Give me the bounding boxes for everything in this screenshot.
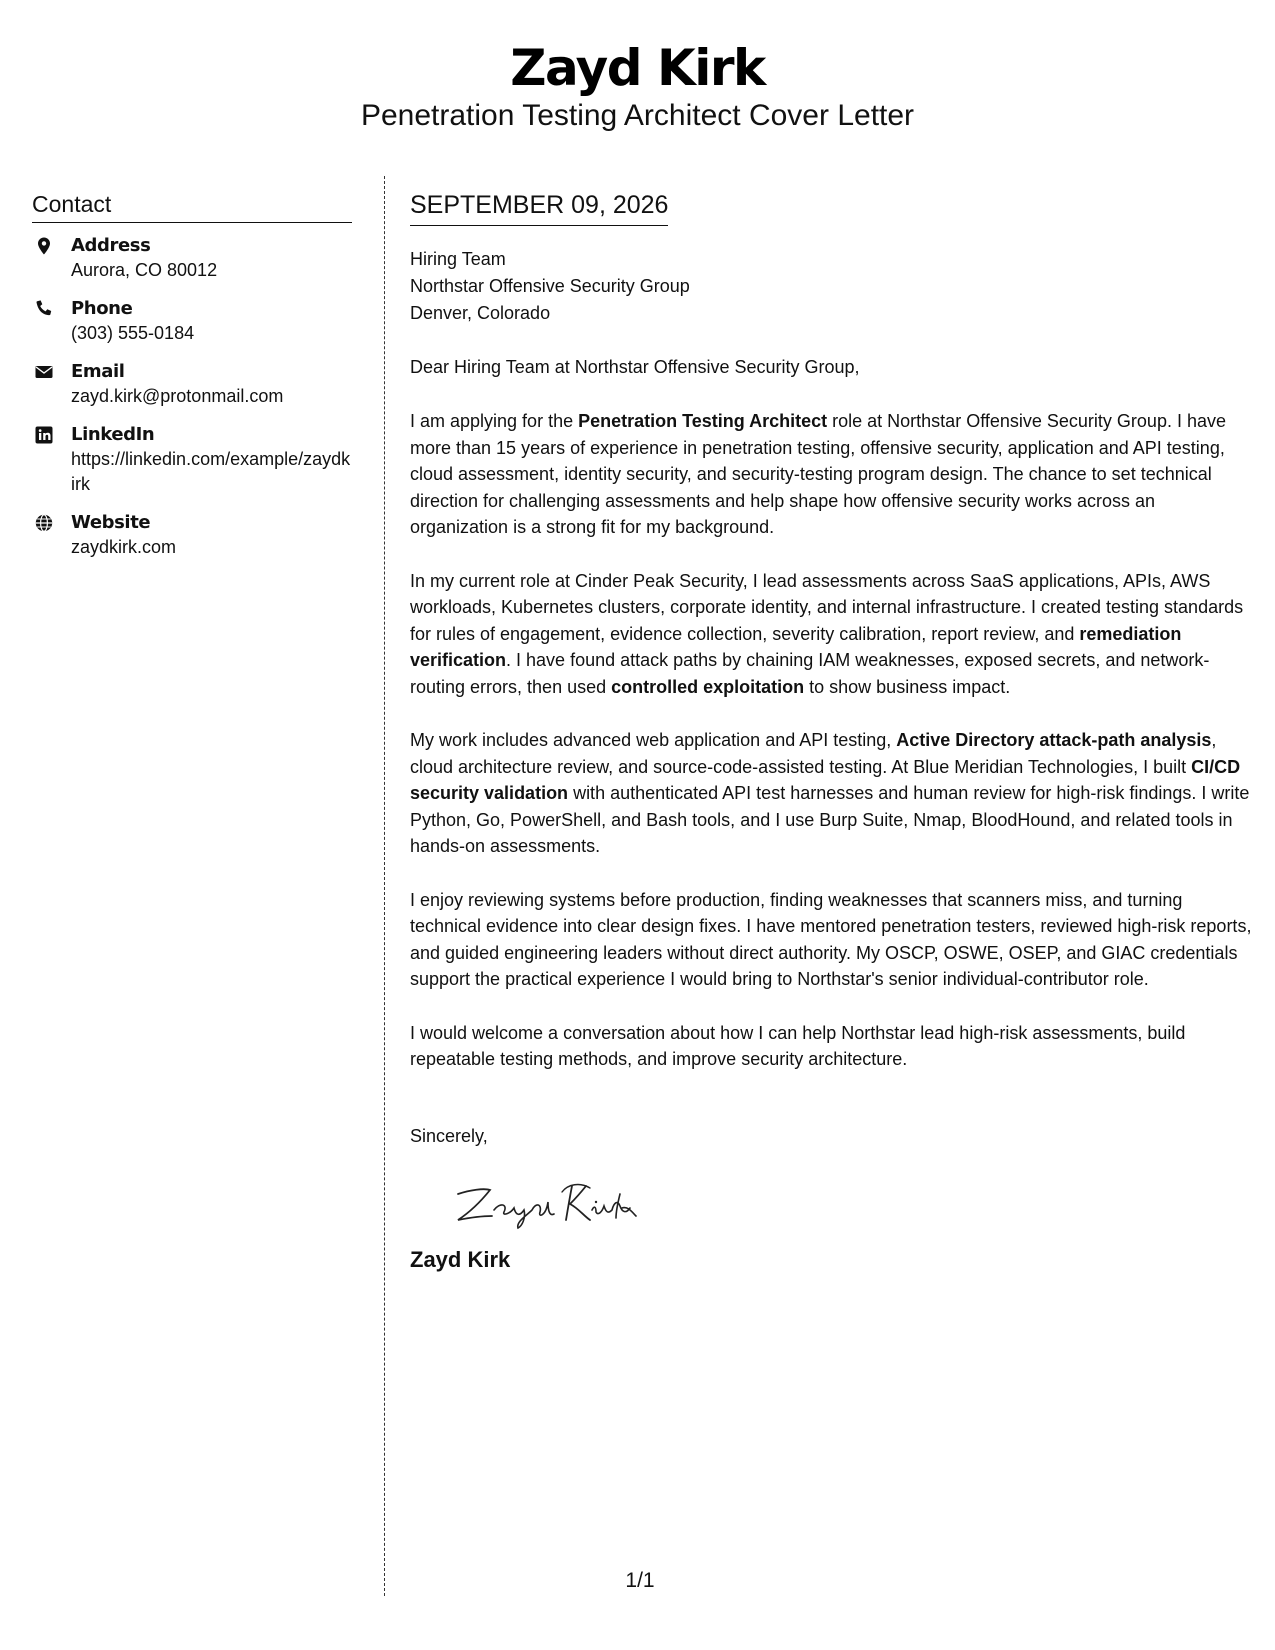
- paragraph-text: My work includes advanced web application and API testing,: [410, 730, 897, 750]
- contact-value: zaydkirk.com: [71, 537, 177, 557]
- paragraph-text: I am applying for the: [410, 411, 579, 431]
- contact-list: [32, 233, 352, 560]
- contact-label: LinkedIn: [71, 424, 155, 445]
- column-divider: [384, 176, 385, 1596]
- body-paragraph: [410, 727, 1255, 860]
- contact-email: [32, 359, 352, 409]
- body-paragraph: [410, 568, 1255, 701]
- emphasis-text: remediation verification: [410, 623, 1182, 670]
- recipient-line: Hiring Team: [410, 249, 506, 269]
- contact-value: zayd.kirk@protonmail.com: [71, 386, 284, 406]
- contact-label: Address: [71, 235, 151, 256]
- emphasis-text: Penetration Testing Architect: [578, 411, 828, 431]
- paragraph-text: with authenticated API test harnesses and human review for high-risk findings. I write Python, Go, PowerShell, and Bash tools, and I use Burp Suite, Nmap, BloodHound, and related tools in hands-on assessments.: [410, 783, 1250, 856]
- contact-heading: Contact: [32, 190, 352, 223]
- emphasis-text: CI/CD security validation: [410, 756, 1241, 803]
- contact-value: (303) 555-0184: [71, 323, 195, 343]
- contact-label: Phone: [71, 298, 133, 319]
- recipient-block: [410, 246, 1255, 327]
- contact-phone: [32, 296, 352, 346]
- contact-sidebar: [32, 190, 352, 573]
- signer-name: Zayd Kirk: [410, 1246, 511, 1272]
- document-subtitle: Penetration Testing Architect Cover Letter: [360, 99, 915, 132]
- recipient-line: Denver, Colorado: [410, 303, 551, 323]
- body-paragraph: [410, 408, 1255, 541]
- paragraph-text: . I have found attack paths by chaining IAM weaknesses, exposed secrets, and network-routing errors, then used: [410, 650, 1210, 697]
- contact-label: Website: [71, 512, 151, 533]
- letter-date: SEPTEMBER 09, 2026: [410, 190, 668, 226]
- paragraph-text: to show business impact.: [804, 676, 1011, 697]
- body-paragraph: I would welcome a conversation about how I can help Northstar lead high-risk assessments, build repeatable testing methods, and improve security architecture.: [410, 1022, 1186, 1069]
- emphasis-text: Active Directory attack-path analysis: [896, 730, 1212, 750]
- contact-value: https://linkedin.com/example/zaydkirk: [71, 449, 351, 494]
- contact-website: [32, 510, 352, 560]
- letter-body: [410, 190, 1255, 1274]
- applicant-name: Zayd Kirk: [510, 39, 765, 97]
- contact-address: [32, 233, 352, 283]
- phone-icon: [34, 299, 54, 319]
- paragraph-text: , cloud architecture review, and source-code-assisted testing. At Blue Meridian Technologies, I built: [410, 730, 1217, 777]
- emphasis-text: controlled exploitation: [611, 676, 805, 697]
- contact-value: Aurora, CO 80012: [71, 260, 218, 280]
- contact-linkedin: [32, 422, 352, 497]
- closing: Sincerely,: [410, 1125, 488, 1146]
- contact-label: Email: [71, 361, 125, 382]
- page-number: 1/1: [625, 1569, 655, 1592]
- recipient-line: Northstar Offensive Security Group: [410, 276, 690, 296]
- paragraph-text: In my current role at Cinder Peak Security, I lead assessments across SaaS applications, APIs, AWS workloads, Kubernetes clusters, corporate identity, and internal infrastructure. I created testing standards for rules of engagement, evidence collection, severity calibration, report review, and: [410, 570, 1244, 644]
- salutation: Dear Hiring Team at Northstar Offensive Security Group,: [410, 357, 860, 377]
- document-header: [0, 36, 1275, 134]
- linkedin-icon: [34, 425, 54, 445]
- envelope-icon: [34, 362, 54, 382]
- globe-icon: [34, 513, 54, 533]
- body-paragraph: I enjoy reviewing systems before production, finding weaknesses that scanners miss, and turning technical evidence into clear design fixes. I have mentored penetration testers, reviewed high-risk reports, and guided engineering leaders without direct authority. My OSCP, OSWE, OSEP, and GIAC credentials support the practical experience I would bring to Northstar's senior individual-contributor role.: [410, 889, 1252, 989]
- paragraph-text: role at Northstar Offensive Security Group. I have more than 15 years of experience in penetration testing, offensive security, application and API testing, cloud assessment, identity security, and security-testing program design. The chance to set technical direction for challenging assessments and help shape how offensive security works across an organization is a strong fit for my background.: [410, 411, 1226, 537]
- map-pin-icon: [34, 236, 54, 256]
- handwritten-signature: [450, 1172, 650, 1232]
